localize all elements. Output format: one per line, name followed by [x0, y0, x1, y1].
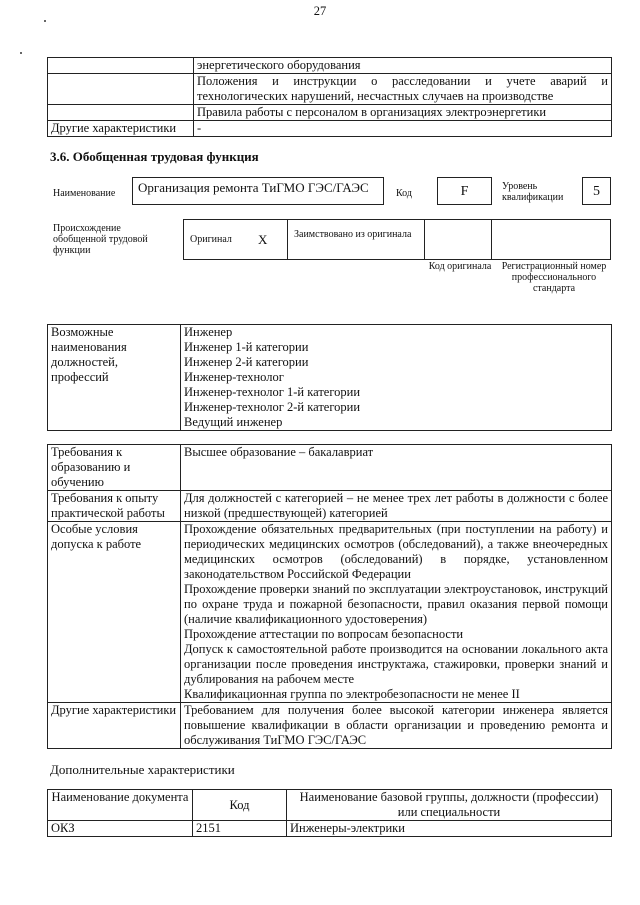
education-label: Требования к образованию и обучению	[48, 445, 181, 491]
code-original-cell	[425, 220, 492, 260]
column-header: Наименование документа	[48, 790, 193, 821]
function-name-box: Организация ремонта ТиГМО ГЭС/ГАЭС	[132, 177, 384, 205]
table-cell	[48, 58, 194, 74]
column-header: Код	[193, 790, 287, 821]
table-row	[48, 105, 612, 121]
list-item: Ведущий инженер	[184, 415, 283, 429]
experience-value: Для должностей с категорией – не менее трех лет работы в должности с более низкой (предшествующей) категорией	[181, 491, 612, 522]
section-title: 3.6. Обобщенная трудовая функция	[50, 149, 259, 164]
table-row	[48, 325, 612, 431]
condition-item: Прохождение обязательных предварительных (при поступлении на работу) и периодических медицинских осмотров (обследований), а также внеочередных медицинских осмотров (обследований) в порядке, установленном законодательством Российской Федерации	[184, 522, 608, 581]
table-cell: энергетического оборудования	[194, 58, 612, 74]
table-cell: Правила работы с персоналом в организациях электроэнергетики	[194, 105, 612, 121]
code-caption: Код оригинала	[428, 261, 492, 272]
table-header-row	[48, 790, 612, 821]
table-cell: Положения и инструкции о расследовании и учете аварий и технологических нарушений, несчастных случаев на производстве	[194, 74, 612, 105]
additional-table	[47, 789, 612, 837]
table-cell: Инженеры-электрики	[287, 821, 612, 837]
positions-list	[181, 325, 612, 431]
requirements-table	[47, 444, 612, 749]
other-value: Требованием для получения более высокой категории инженера является повышение квалификации в области организации и проведению ремонта и обслуживания ТиГМО ГЭС/ГАЭС	[181, 703, 612, 749]
positions-table	[47, 324, 612, 431]
table-row	[48, 74, 612, 105]
table-row	[48, 121, 612, 137]
function-code-box: F	[437, 177, 492, 205]
table-row	[48, 445, 612, 491]
condition-item: Допуск к самостоятельной работе производится на основании локального акта организации после проведения инструктажа, стажировки, проверки знаний и дублирования на рабочем месте	[184, 642, 608, 686]
list-item: Инженер-технолог	[184, 370, 284, 384]
top-table	[47, 57, 612, 137]
table-row	[48, 821, 612, 837]
table-row	[48, 58, 612, 74]
origin-table	[183, 219, 611, 260]
conditions-label: Особые условия допуска к работе	[48, 522, 181, 703]
list-item: Инженер-технолог 2-й категории	[184, 400, 361, 414]
list-item: Инженер 1-й категории	[184, 340, 309, 354]
table-cell: ОКЗ	[48, 821, 193, 837]
borrowed-label: Заимствовано из оригинала	[288, 220, 425, 260]
code-label: Код	[396, 188, 412, 199]
conditions-list	[181, 522, 612, 703]
scan-speck	[44, 20, 46, 22]
scan-speck	[20, 52, 22, 54]
additional-title: Дополнительные характеристики	[50, 762, 235, 777]
list-item: Инженер-технолог 1-й категории	[184, 385, 361, 399]
table-cell: -	[194, 121, 612, 137]
education-value: Высшее образование – бакалавриат	[181, 445, 612, 491]
experience-label: Требования к опыту практической работы	[48, 491, 181, 522]
table-row	[184, 220, 611, 260]
name-label: Наименование	[53, 188, 116, 199]
table-cell	[48, 74, 194, 105]
level-label: Уровень квалификации	[502, 181, 564, 203]
table-row	[48, 703, 612, 749]
list-item: Инженер	[184, 325, 233, 339]
list-item: Инженер 2-й категории	[184, 355, 309, 369]
column-header: Наименование базовой группы, должности (профессии) или специальности	[287, 790, 612, 821]
reg-number-cell	[492, 220, 611, 260]
condition-item: Прохождение аттестации по вопросам безопасности	[184, 627, 464, 641]
condition-item: Прохождение проверки знаний по эксплуатации электроустановок, инструкций по охране труда и пожарной безопасности, правил оказания первой помощи (наличие квалификационного удостоверения)	[184, 582, 608, 626]
reg-caption: Регистрационный номер профессионального стандарта	[501, 261, 607, 294]
original-label: Оригинал	[184, 220, 239, 260]
table-row	[48, 522, 612, 703]
level-box: 5	[582, 177, 611, 205]
other-label: Другие характеристики	[48, 703, 181, 749]
table-row	[48, 491, 612, 522]
origin-label: Происхождение обобщенной трудовой функции	[53, 223, 148, 256]
table-cell: 2151	[193, 821, 287, 837]
condition-item: Квалификационная группа по электробезопасности не менее II	[184, 687, 520, 701]
positions-label: Возможные наименования должностей, профессий	[48, 325, 181, 431]
original-mark: X	[239, 220, 288, 260]
table-cell: Другие характеристики	[48, 121, 194, 137]
page-number: 27	[313, 4, 327, 18]
table-cell	[48, 105, 194, 121]
